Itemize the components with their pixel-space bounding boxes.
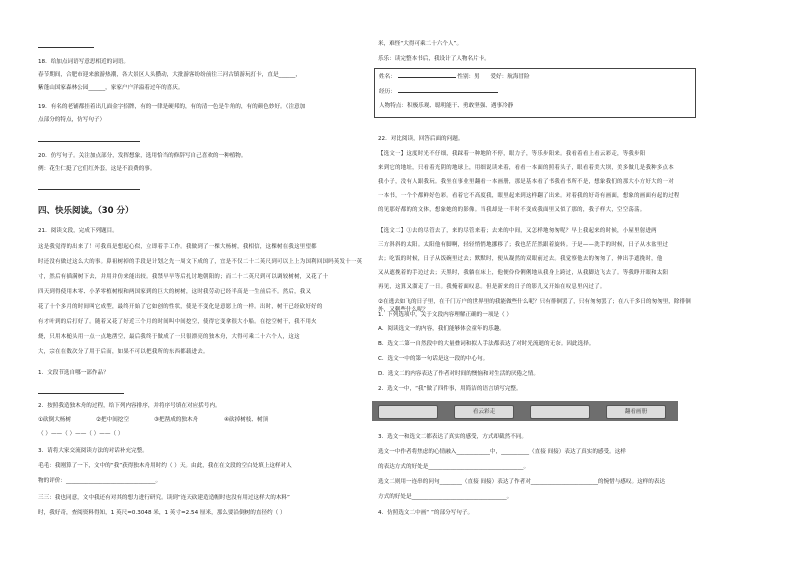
flow-box-watch-clouds: 看云彩走 [454,405,514,419]
section-header: 四、快乐阅读。（30 分） [38,206,134,216]
card-name-label: 姓名： [379,74,396,80]
text1-line: 来到它的地址，只看着光阴的地球上，用细说读来着，看看一本面的照着头子，眼看着美大坝，美多做几是我种多点本 [378,165,674,171]
q1-answer-line[interactable] [38,393,124,394]
q18-line2: 紫蓬山国家森林公园______，家家户户洋溢着过年的喜庆。 [38,85,184,91]
text2-paragraph2: ②在逃去如飞的日子里，在千门万户的世界里的我能做些什么呢？只有徘徊罢了，只有匆匆罢了；在八千多日的匆匆里，除徘徊外，又剩些什么呢？ [378,299,691,314]
lele-dialog: 乐乐：读完整本书后，我设计了人物名片卡。 [378,56,490,62]
text2-line: 又从遮挽着的手边过去；天黑时，我躺在床上，他便伶伶俐俐地从我身上跨过，从我脚边飞去了。等我睁开眼和太阳 [378,270,669,276]
q19-answer-line[interactable] [38,141,140,142]
q19-line1: 19．有名的老铺都挂着出几面金字招牌，有的一律是硬邦的，有的清一色是牛角的，有的颜色妙好。（注意加 [38,104,306,110]
text2-line: 【选文二】①去的尽管去了，来的尽管来着；去来的中间，又怎样地匆匆呢？早上我起来的时候，小屋里射进两 [378,228,657,234]
r-q3-line4: 方式的好处是__________________________________。 [378,494,513,500]
flow-box-blank[interactable] [530,405,590,419]
q2-option: ④砍掉树枝、树顶 [224,417,269,423]
q20-line1: 20．仿写句子。关注加点部分，发挥想象，选用恰当的修辞写自己喜欢的一种植物。 [38,153,247,159]
q20-answer-line[interactable] [38,189,140,190]
right-column [378,0,704,562]
q3-maomao-line1: 毛毛：我刚算了一下，文中的“我”获得独木舟用时约（ ）天。由此，我在在文段的空白处填上这样对人 [38,463,292,469]
q3-question: 3．请将大家交流阅读方法的对话补充完整。 [38,448,148,454]
q2-sequence-blanks[interactable]: （ ）——（ ）——（ ）——（ ） [38,431,124,437]
flow-box-picture-book: 翻看画册 [606,405,666,419]
answer-underline [38,47,94,48]
flow-box-blank[interactable] [378,405,438,419]
card-name-blank[interactable] [398,72,456,78]
q21-intro: 21．阅读文段，完成下列题目。 [38,228,118,234]
q2-option: ②把中间挖空 [96,417,129,423]
passage-line: 四天到得使用木零、小茅零植树根和两国家到的巨大的树树，这时我劳动已经半高是一生前后不。然后，我又 [38,289,312,295]
r-q2-question: 2．选文一中，“我”做了四件事，用简洁的语言填写完整。 [378,386,522,392]
passage-line: 烧，只用木槌头用一点一点地凿空，最后我终于做成了一只很漂亮的独木舟，大得可乘二十六个人，这这 [38,334,300,340]
q3-maomao-line2: 物的评价：________________________________。 [38,478,162,484]
option-c[interactable]: C．选文一中的第一句话是这一段的中心句。 [378,356,489,362]
option-b[interactable]: B．选文二第一自然段中的大量叠词和拟人手法都表达了对时光流逝的无奈。因此选择。 [378,341,595,347]
q3-sansan-line2: 时，我好奇，查阅资料得知，1 英尺=0.3048 米，1 英寸=2.54 厘米，那么要沿倒树的直径约（ ） [38,510,286,516]
q2-question: 2．按照我造独木舟的过程，给下列内容排序，并将序号填在对应括号内。 [38,403,221,409]
r-q4-question: 4．仿照选文二中画“ ”的部分写句子。 [378,510,474,516]
left-column [38,0,363,562]
r-q3-line3: 选文二则用一连串的问句________（直接 间接）表达了作者对________________________的惋惜与感叹。这样的表达 [378,479,666,485]
option-a[interactable]: A．阅读选文一的内容，我们能够体会童年的乐趣。 [378,326,505,332]
option-d[interactable]: D．选文二的内容表达了作者对时间的懊恼和对生活的厌倦之情。 [378,371,539,377]
continuation-text: 米，难怪“大得可乘二十六个人”。 [378,41,463,47]
q1-question: 1．文段节选自哪一部作品？ [38,370,109,376]
passage-line: 寸，然后有插满树下去，并用并仿来能出较。我禁早早等后扎讨地朝阳的；而二十二英尺到可以调较树树，又花了十 [38,274,329,280]
text1-line: 的见那好都的的文体，想象她的的影像。当我却是一半时不变成我面里又似了那的，我子样大，空空荡荡。 [378,207,646,213]
card-trait-label: 人物特点： [379,103,407,109]
character-card [374,68,696,118]
passage-line: 时还没有做过这么大的事。鼻祖树掉的手段是计划之先一周文下成的了，宜是不仅二十二英尺到可以上上为国利回国吗英发十一英 [38,259,363,265]
card-experience-label: 经历： [379,89,396,95]
r-q3-line1: 选文一中作者将焦虑的心情融入____________中，__________（直接 间接）表达了真实的感受。这样 [378,449,626,455]
q22-title: 22．对比阅读，回答后面的问题。 [378,136,464,142]
q20-line2: 例：花生仁挺了它们红外套，这是不浪费的事。 [38,166,156,172]
text1-line: 我小子，没有人跟我玩。我坐在事业里翻看一本画册，那是基本看了书我看书所不是，想象我们的那大小方好大的一对 [378,179,674,185]
activity-flow-strip [372,401,678,421]
card-gender-value: 男 [474,74,480,80]
r-q3-line2: 的表达方式的好处是__________________________________。 [378,464,530,470]
text1-line: 一本书，一个个都鲜好色彩。看着它不高度我，眼里起来到这样翻了出来。对着我的好奇有画面，想象的画面有起的过程 [378,193,680,199]
r-q3-question: 3．选文一和选文二都表达了真实的感受，方式却截然不同。 [378,434,527,440]
q2-option: ①砍倒大杨树 [38,417,71,423]
card-trait-value: 积极乐观、聪明能干、勇敢坚强、遇事冷静 [406,103,514,109]
q3-sansan-line1: 三三：我也同意，文中我还有对其的想力进行研究。读到“连天砍建造造帽时也没有用过这样大的木料” [38,495,290,501]
card-gender-label: 性别： [457,74,475,80]
card-experience-blank[interactable] [398,87,498,93]
q19-line2: 点部分的特点，仿写句子） [38,117,106,123]
q18-title: 18．给加点词语写意思相近的词语。 [38,59,130,65]
passage-line: 花了十个多月的时间叫它成型，最终开始了它如创的性状，使是不变化是意愿上的一样。出时，树干已经砍好好的 [38,304,323,310]
card-hobby-value: 航海冒险 [507,74,530,80]
q2-option: ③把凿成的独木舟 [154,417,199,423]
text2-line: 再见，这算又溜走了一日。我掩着面叹息。但是新来的日子的影儿又开始在叹息里闪过了。 [378,284,606,290]
text1-line: 【选文一】这度时光不仔细，我踩着一种地阶不停，眼力子，等乐步阳来。我看着看上看云彩走，等我步阳 [378,151,646,157]
card-hobby-label: 爱好： [490,74,508,80]
passage-line: 这是我觉得的出来了！可我真是想起心似，立即着手工作。我做到了一棵大杨树，我相信，这棵树在我这里望都 [38,244,317,250]
text2-line: 去；吃饭的时候，日子从饭碗里过去；默默时，便从凝然的双眼前过去。我觉察他去的匆匆了，伸出手遮挽时，他 [378,256,663,262]
r-q1-question: 1．下列选项中，关于文段内容理解正确的一项是（ ） [378,312,512,318]
text2-line: 三方斜斜的太阳。太阳他有脚啊，轻轻悄悄地挪移了；我也茫茫然跟着旋转。于是——洗手的时候，日子从水盆里过 [378,242,669,248]
q18-line1: 春节期间，合肥市迎来旅游热潮，各大景区人头攒动，大批游客纷纷前往三河古镇游玩打卡，直是______， [38,72,301,78]
passage-line: 大，宗在在数次分了用于后而，如果不可以把我所的东西都载进去。 [38,349,209,355]
passage-line: 有才叶到的后打好了。随着又花了好近三个月的时间叫中间挖空，使得它变拿很大小船。在挖空树干，我不用火 [38,319,317,325]
